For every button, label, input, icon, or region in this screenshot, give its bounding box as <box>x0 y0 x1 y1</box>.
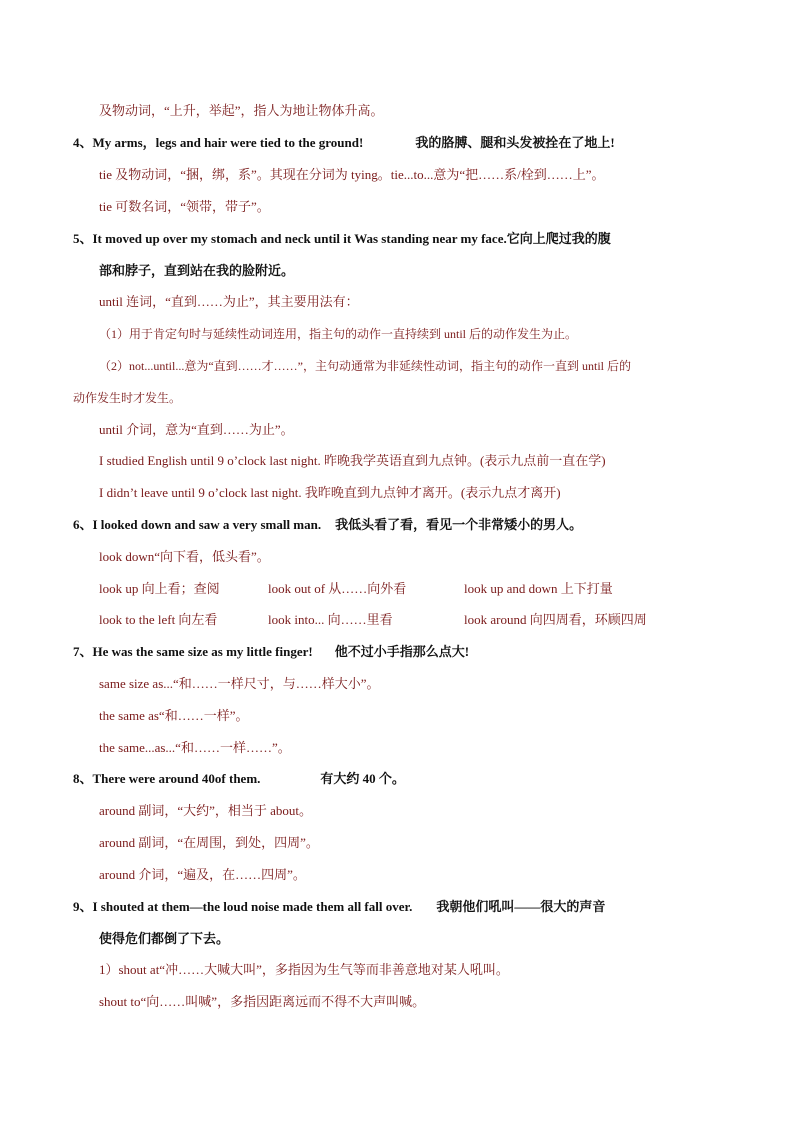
text-line: （1）用于肯定句时与延续性动词连用，指主句的动作一直持续到 until 后的动作发生为止。 <box>99 327 578 341</box>
sentence-cn: 我的胳膊、腿和头发被拴在了地上! <box>415 135 615 150</box>
sentence-cn: 有大约 40 个。 <box>320 771 405 786</box>
text-line: around 介词，“遍及，在……四周”。 <box>99 867 306 882</box>
sentence-8 <box>73 771 405 787</box>
phrase-b: look out of 从……向外看 <box>268 581 407 596</box>
phrase-c: look around 向四周看，环顾四周 <box>464 612 647 627</box>
text-line: around 副词，“大约”，相当于 about。 <box>99 803 313 818</box>
sentence-5: 5、It moved up over my stomach and neck until it Was standing near my face.它向上爬过我的腹 <box>73 231 611 246</box>
sentence-cn: 我低头看了看，看见一个非常矮小的男人。 <box>335 517 583 532</box>
sentence-en: 9、I shouted at them—the loud noise made them all fall over. <box>73 899 413 914</box>
sentence-5-cont: 部和脖子，直到站在我的脸附近。 <box>99 263 295 278</box>
sentence-7 <box>73 644 469 660</box>
phrase-b: look into... 向……里看 <box>268 612 393 627</box>
text-line: until 连词，“直到……为止”，其主要用法有： <box>99 294 359 309</box>
text-line: 动作发生时才发生。 <box>73 391 182 405</box>
phrase-c: look up and down 上下打量 <box>464 581 613 596</box>
text-line: I studied English until 9 o’clock last night. 昨晚我学英语直到九点钟。(表示九点前一直在学) <box>99 453 606 468</box>
text-line: 1）shout at“冲……大喊大叫”，多指因为生气等而非善意地对某人吼叫。 <box>99 962 509 977</box>
text-line: 及物动词，“上升，举起”，指人为地让物体升高。 <box>99 103 384 118</box>
text-line: the same...as...“和……一样……”。 <box>99 740 291 755</box>
sentence-9-cont: 使得危们都倒了下去。 <box>99 931 230 946</box>
sentence-cn: 我朝他们吼叫——很大的声音 <box>436 899 606 914</box>
text-line: the same as“和……一样”。 <box>99 708 249 723</box>
text-line: tie 可数名词，“领带，带子”。 <box>99 199 270 214</box>
phrase-a: look up 向上看；查阅 <box>99 581 220 596</box>
sentence-4 <box>73 135 615 151</box>
text-line: around 副词，“在周围，到处，四周”。 <box>99 835 319 850</box>
sentence-6 <box>73 517 582 533</box>
text-line: shout to“向……叫喊”，多指因距离远而不得不大声叫喊。 <box>99 994 426 1009</box>
sentence-en: 6、I looked down and saw a very small man. <box>73 517 322 532</box>
text-line: until 介词，意为“直到……为止”。 <box>99 422 294 437</box>
text-line: same size as...“和……一样尺寸，与……样大小”。 <box>99 676 380 691</box>
sentence-en: 4、My arms，legs and hair were tied to the ground! <box>73 135 364 150</box>
sentence-en: 8、There were around 40of them. <box>73 771 261 786</box>
phrase-a: look to the left 向左看 <box>99 612 218 627</box>
text-line: I didn’t leave until 9 o’clock last night. 我昨晚直到九点钟才离开。(表示九点才离开) <box>99 485 561 500</box>
text-line: （2）not...until...意为“直到……才……”，主句动通常为非延续性动词，指主句的动作一直到 until 后的 <box>99 359 631 373</box>
sentence-cn: 他不过小手指那么点大! <box>334 644 470 659</box>
text-line: look down“向下看，低头看”。 <box>99 549 270 564</box>
text-line: tie 及物动词，“捆，绑，系”。其现在分词为 tying。tie...to...意为“把……系/栓到……上”。 <box>99 167 605 182</box>
sentence-en: 7、He was the same size as my little finger! <box>73 644 313 659</box>
sentence-9 <box>73 899 605 915</box>
